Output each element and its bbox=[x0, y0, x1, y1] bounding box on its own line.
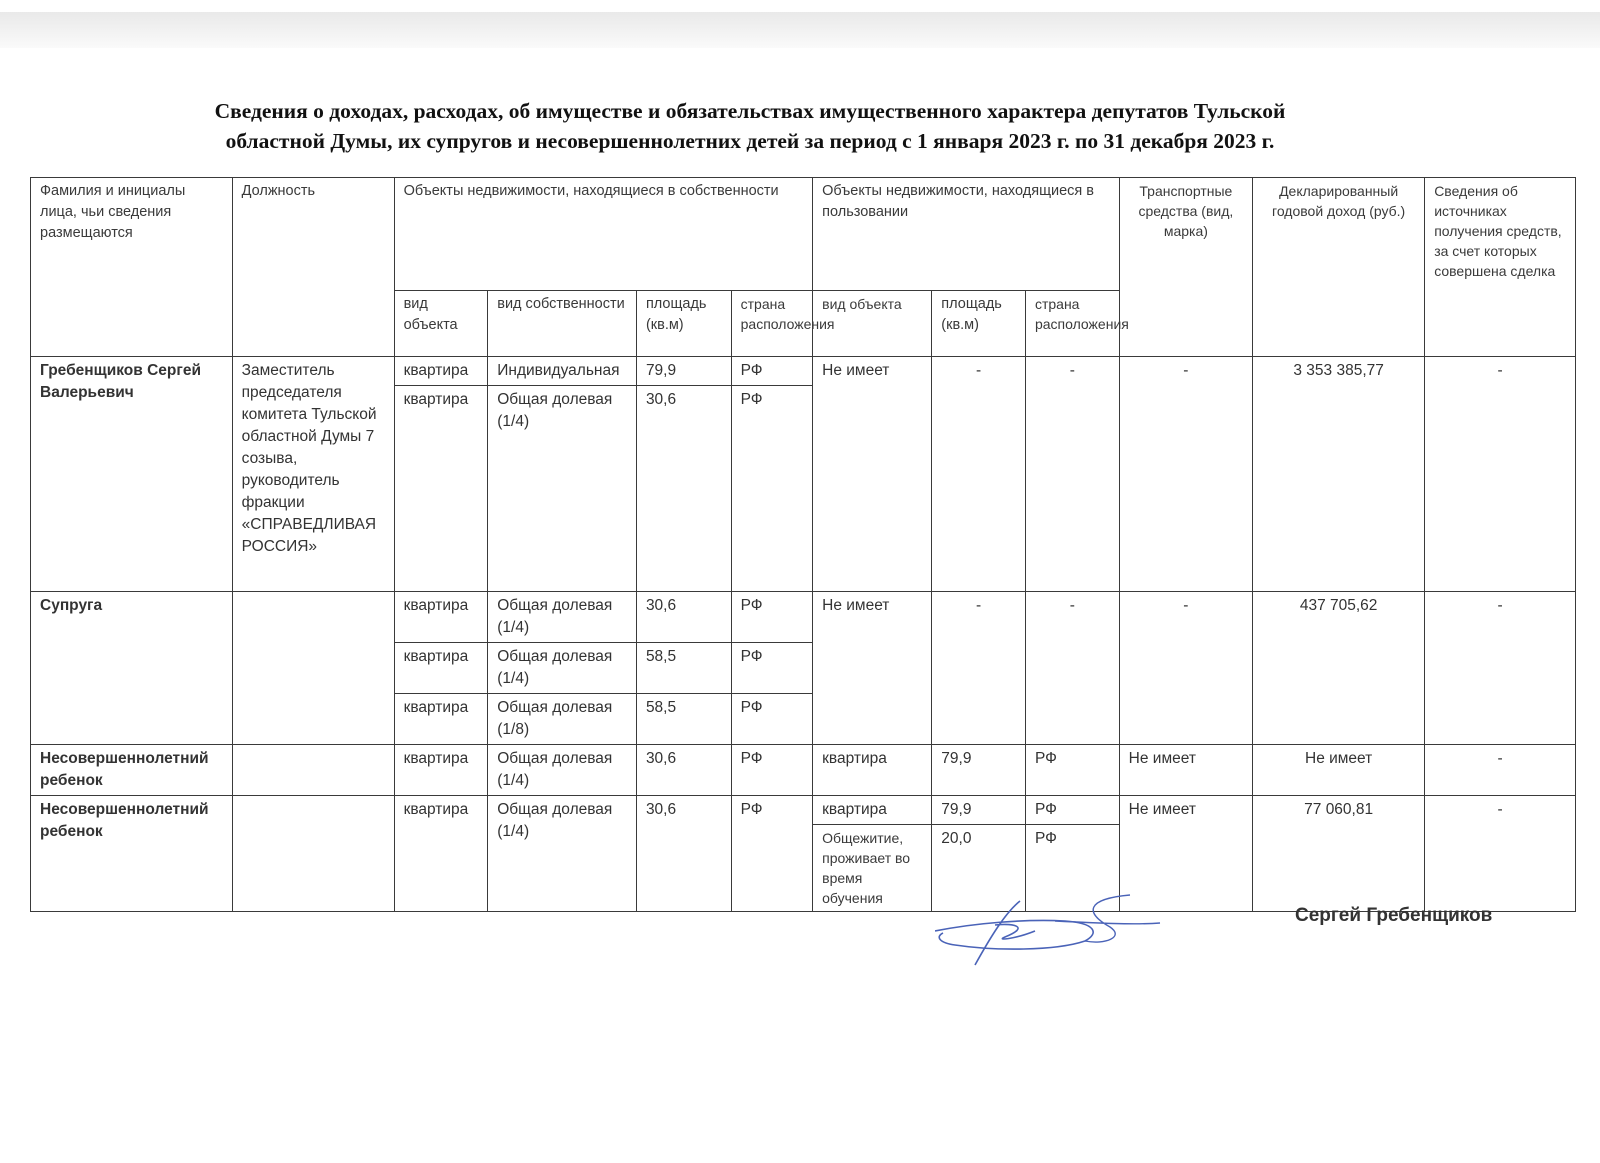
owned-ownership: Общая долевая (1/4) bbox=[488, 745, 637, 796]
person-name: Гребенщиков Сергей Валерьевич bbox=[31, 357, 233, 592]
owned-country: РФ bbox=[731, 386, 813, 592]
used-type: Общежитие, проживает во время обучения bbox=[813, 825, 932, 912]
transport: Не имеет bbox=[1119, 745, 1252, 796]
table-row bbox=[31, 745, 1576, 796]
owned-type: квартира bbox=[394, 592, 488, 643]
header-owned-type: вид объекта bbox=[394, 291, 488, 357]
owned-area: 30,6 bbox=[636, 386, 731, 592]
used-country: РФ bbox=[1025, 825, 1119, 912]
used-area: 79,9 bbox=[932, 745, 1026, 796]
used-country: - bbox=[1025, 357, 1119, 592]
header-owned: Объекты недвижимости, находящиеся в собственности bbox=[394, 178, 813, 291]
owned-type: квартира bbox=[394, 643, 488, 694]
used-type: Не имеет bbox=[813, 357, 932, 592]
owned-ownership: Общая долевая (1/4) bbox=[488, 386, 637, 592]
person-name: Несовершеннолетний ребенок bbox=[31, 796, 233, 912]
header-used: Объекты недвижимости, находящиеся в пользовании bbox=[813, 178, 1120, 291]
signature-stroke bbox=[1055, 895, 1160, 942]
owned-country: РФ bbox=[731, 796, 813, 912]
person-name: Супруга bbox=[31, 592, 233, 745]
table-row bbox=[31, 592, 1576, 643]
owned-area: 30,6 bbox=[636, 796, 731, 912]
used-type: квартира bbox=[813, 796, 932, 825]
header-owned-country: страна расположения bbox=[731, 291, 813, 357]
owned-area: 79,9 bbox=[636, 357, 731, 386]
owned-ownership: Общая долевая (1/8) bbox=[488, 694, 637, 745]
title-line-2: областной Думы, их супругов и несовершеннолетних детей за период с 1 января 2023 г. по 31 декабря 2023 г. bbox=[225, 129, 1275, 153]
header-used-area: площадь (кв.м) bbox=[932, 291, 1026, 357]
used-type: квартира bbox=[813, 745, 932, 796]
owned-ownership: Индивидуальная bbox=[488, 357, 637, 386]
used-area: - bbox=[932, 357, 1026, 592]
income: 77 060,81 bbox=[1253, 796, 1425, 912]
person-name: Несовершеннолетний ребенок bbox=[31, 745, 233, 796]
document-title bbox=[150, 96, 1350, 156]
sources: - bbox=[1425, 357, 1576, 592]
header-income: Декларированный годовой доход (руб.) bbox=[1253, 178, 1425, 357]
used-type: Не имеет bbox=[813, 592, 932, 745]
person-position bbox=[232, 796, 394, 912]
header-used-country: страна расположения bbox=[1025, 291, 1119, 357]
signature-graphic bbox=[935, 893, 1175, 973]
header-name: Фамилия и инициалы лица, чьи сведения размещаются bbox=[31, 178, 233, 357]
used-area: 79,9 bbox=[932, 796, 1026, 825]
header-transport: Транспортные средства (вид, марка) bbox=[1119, 178, 1252, 357]
owned-ownership: Общая долевая (1/4) bbox=[488, 592, 637, 643]
used-country: РФ bbox=[1025, 745, 1119, 796]
owned-type: квартира bbox=[394, 386, 488, 592]
scan-shadow-band bbox=[0, 12, 1600, 48]
owned-ownership: Общая долевая (1/4) bbox=[488, 643, 637, 694]
owned-area: 30,6 bbox=[636, 745, 731, 796]
owned-type: квартира bbox=[394, 357, 488, 386]
header-owned-area: площадь (кв.м) bbox=[636, 291, 731, 357]
owned-country: РФ bbox=[731, 592, 813, 643]
table-row bbox=[31, 357, 1576, 386]
owned-area: 58,5 bbox=[636, 694, 731, 745]
transport: - bbox=[1119, 357, 1252, 592]
owned-area: 58,5 bbox=[636, 643, 731, 694]
header-position: Должность bbox=[232, 178, 394, 357]
transport: - bbox=[1119, 592, 1252, 745]
income: 3 353 385,77 bbox=[1253, 357, 1425, 592]
sources: - bbox=[1425, 592, 1576, 745]
header-owned-ownership: вид собственности bbox=[488, 291, 637, 357]
signatory-name: Сергей Гребенщиков bbox=[1295, 905, 1493, 926]
income: Не имеет bbox=[1253, 745, 1425, 796]
used-country: - bbox=[1025, 592, 1119, 745]
person-position bbox=[232, 592, 394, 745]
person-position: Заместитель председателя комитета Тульской областной Думы 7 созыва, руководитель фракции «СПРАВЕДЛИВАЯ РОССИЯ» bbox=[232, 357, 394, 592]
owned-country: РФ bbox=[731, 745, 813, 796]
transport: Не имеет bbox=[1119, 796, 1252, 912]
income: 437 705,62 bbox=[1253, 592, 1425, 745]
sources: - bbox=[1425, 796, 1576, 912]
used-area: 20,0 bbox=[932, 825, 1026, 912]
owned-country: РФ bbox=[731, 643, 813, 694]
declaration-table bbox=[30, 177, 1576, 912]
header-used-type: вид объекта bbox=[813, 291, 932, 357]
owned-type: квартира bbox=[394, 796, 488, 912]
person-position bbox=[232, 745, 394, 796]
owned-ownership: Общая долевая (1/4) bbox=[488, 796, 637, 912]
used-area: - bbox=[932, 592, 1026, 745]
table-row bbox=[31, 796, 1576, 825]
owned-country: РФ bbox=[731, 357, 813, 386]
owned-type: квартира bbox=[394, 745, 488, 796]
header-sources: Сведения об источниках получения средств, за счет которых совершена сделка bbox=[1425, 178, 1576, 357]
title-line-1: Сведения о доходах, расходах, об имуществе и обязательствах имущественного характера депутатов Тульской bbox=[214, 99, 1286, 123]
sources: - bbox=[1425, 745, 1576, 796]
owned-area: 30,6 bbox=[636, 592, 731, 643]
used-country: РФ bbox=[1025, 796, 1119, 825]
header-row-1 bbox=[31, 178, 1576, 291]
owned-type: квартира bbox=[394, 694, 488, 745]
owned-country: РФ bbox=[731, 694, 813, 745]
signature-stroke bbox=[975, 901, 1035, 965]
